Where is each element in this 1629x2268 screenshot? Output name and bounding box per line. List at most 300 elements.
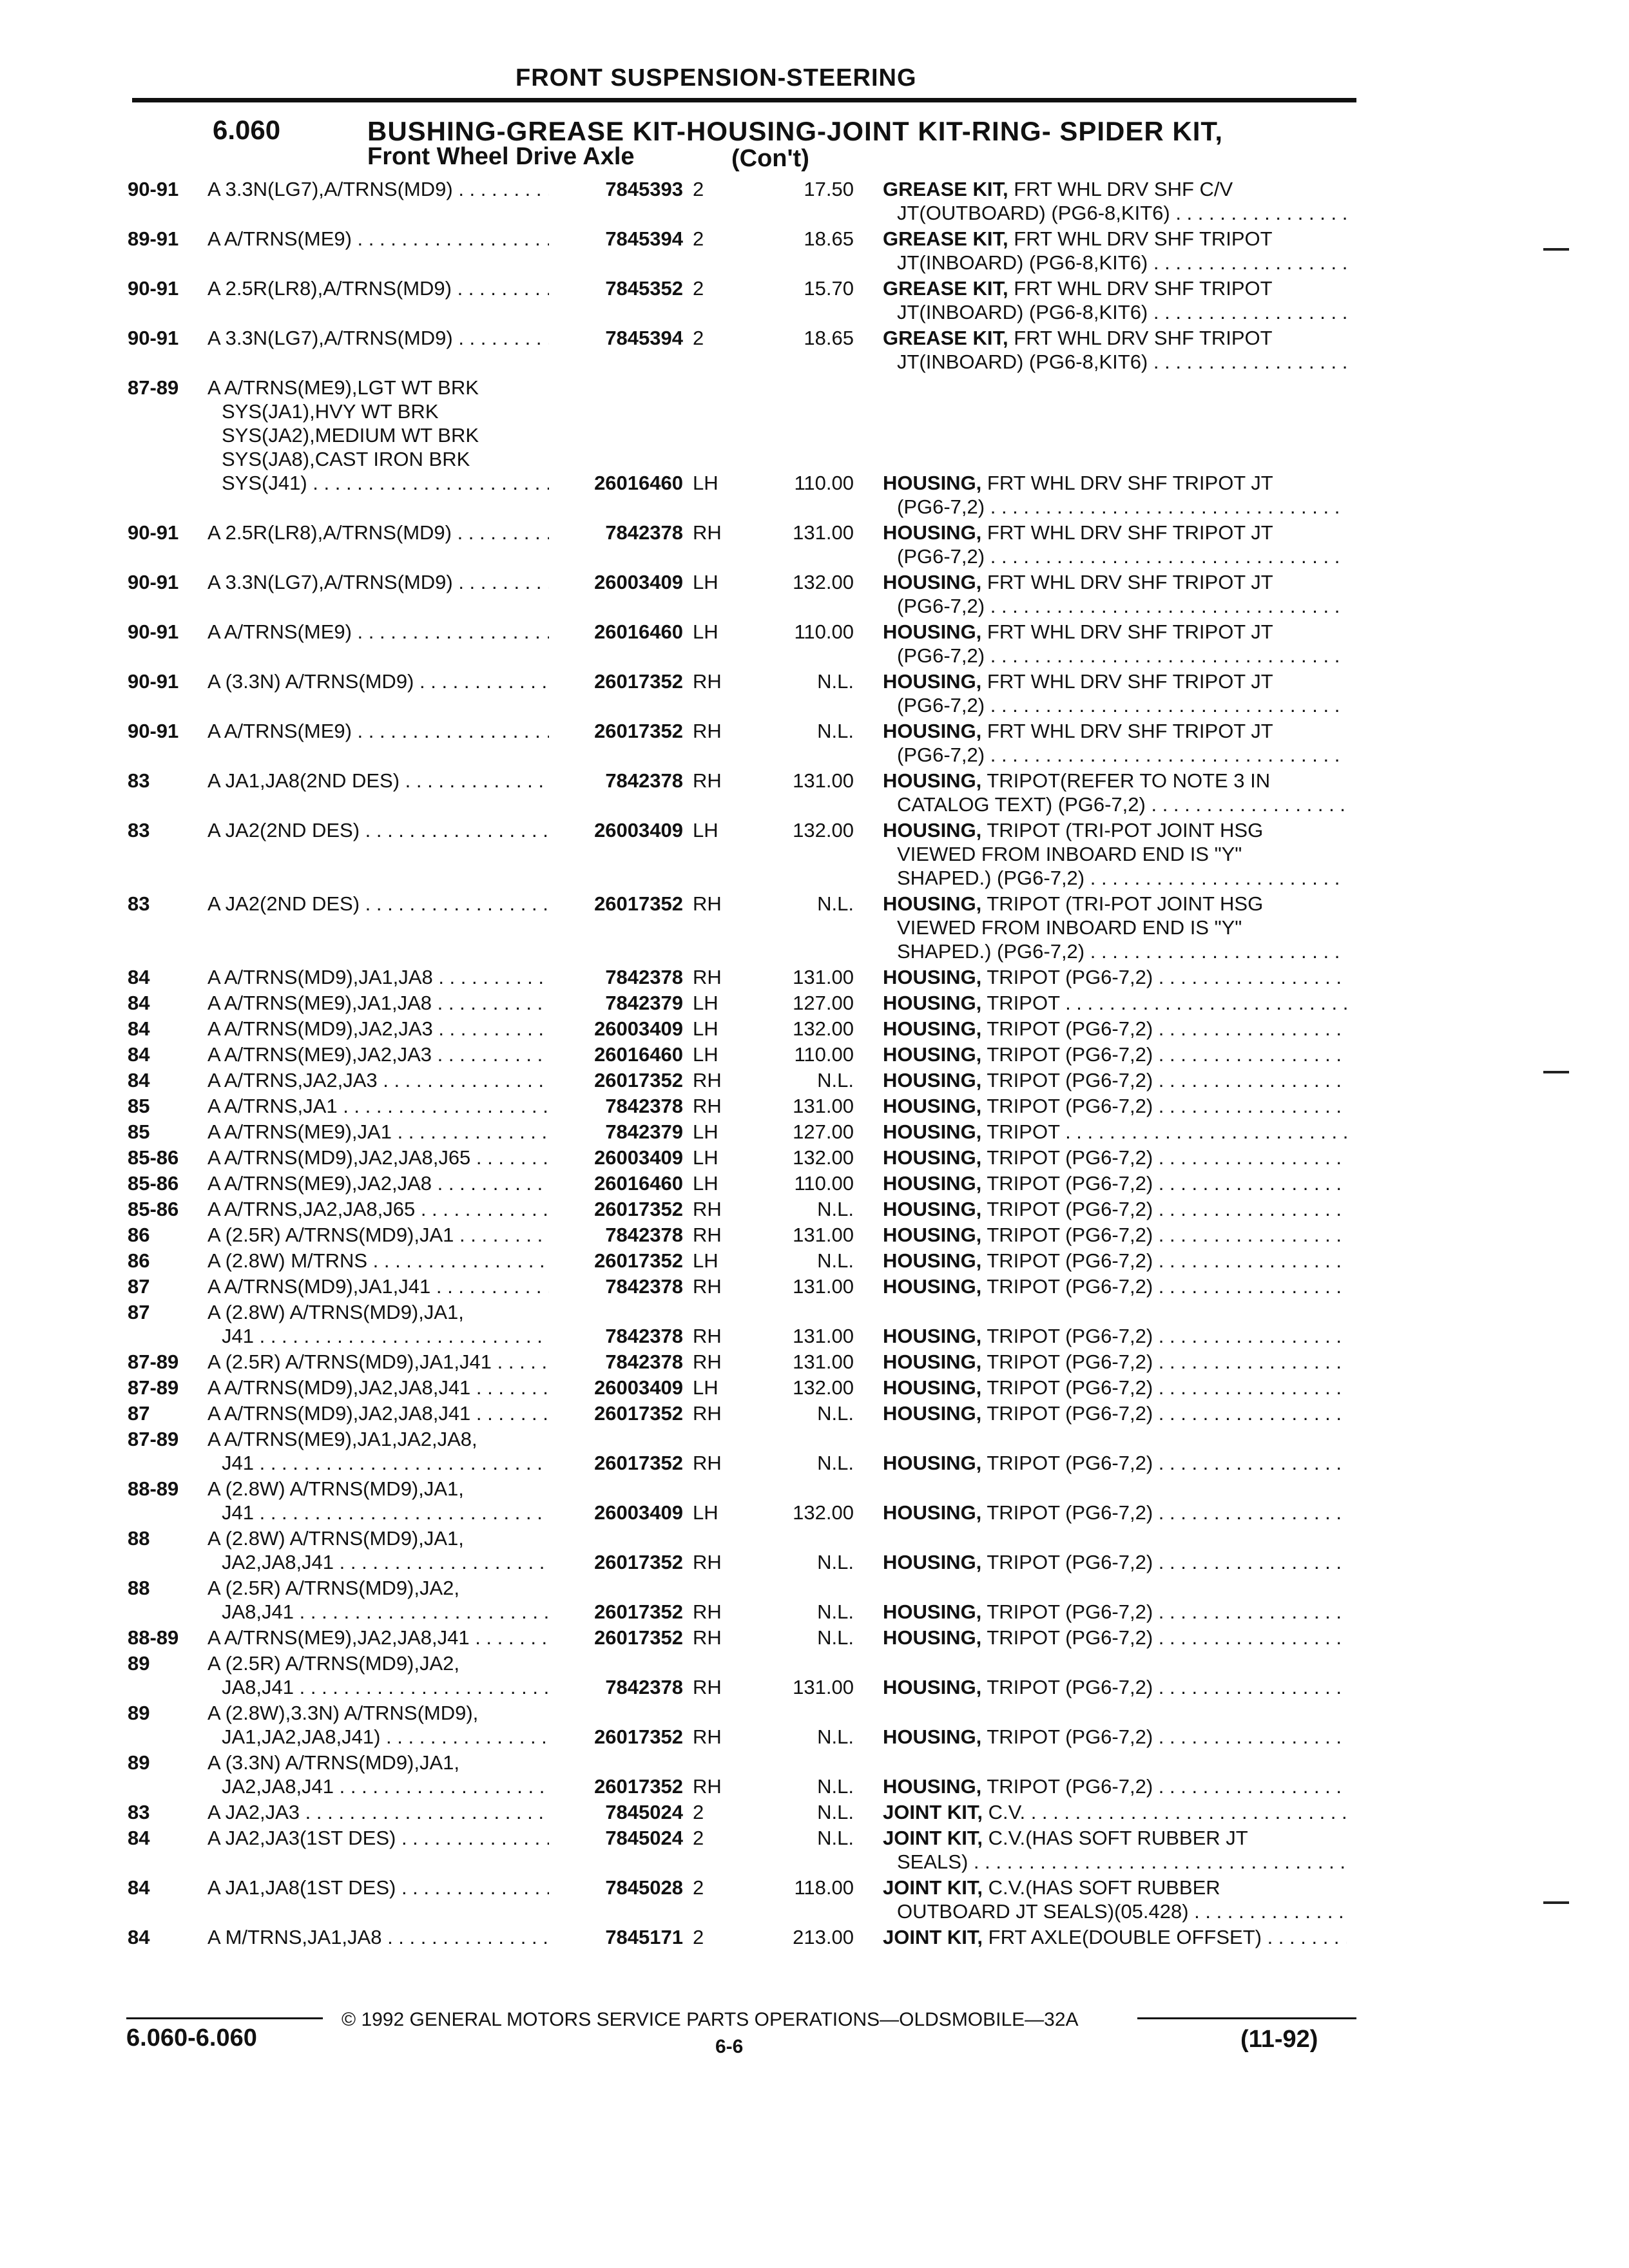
price: 131.00: [793, 1224, 854, 1246]
application: [207, 1274, 549, 1298]
table-row: [0, 1800, 1629, 1824]
price: N.L.: [817, 720, 854, 742]
table-row: [0, 1477, 1629, 1524]
model-year: 90-91: [128, 620, 179, 643]
table-row: [0, 227, 1629, 274]
application-line: A M/TRNS,JA1,JA8 . . .: [207, 1925, 549, 1949]
table-row: [0, 965, 1629, 989]
application-line: JA1,JA2,JA8,J41) . . .: [207, 1725, 549, 1749]
table-row: [0, 1300, 1629, 1348]
application: [207, 1350, 549, 1374]
description-text: TRIPOT (PG6-7,2): [987, 1626, 1153, 1649]
price: 132.00: [793, 819, 854, 841]
application: [207, 1300, 549, 1348]
page-header-title: FRONT SUSPENSION-STEERING: [516, 64, 917, 91]
part-number: 26016460: [594, 472, 683, 494]
application: [207, 1401, 549, 1425]
description-line: SHAPED.) (PG6-7,2) . . .: [883, 939, 1347, 963]
application-line: A JA1,JA8(2ND DES) . . .: [207, 769, 549, 793]
model-year: 84: [128, 992, 150, 1014]
application-line: A JA2(2ND DES) . . .: [207, 892, 549, 916]
part-keyword: GREASE KIT,: [883, 277, 1008, 300]
part-number: 7842379: [605, 992, 683, 1014]
application-line: J41 . . .: [207, 1451, 549, 1475]
description: [883, 1826, 1347, 1874]
description-line: [883, 1826, 1347, 1850]
application: [207, 1171, 549, 1195]
part-keyword: JOINT KIT,: [883, 1926, 983, 1948]
model-year: 89: [128, 1751, 150, 1774]
application-line: A (2.8W) M/TRNS . . .: [207, 1249, 549, 1273]
part-number: 7842378: [605, 966, 683, 988]
price: N.L.: [817, 1551, 854, 1573]
header-divider: [132, 98, 1356, 102]
model-year: 85-86: [128, 1146, 179, 1169]
table-row: [0, 1701, 1629, 1749]
description-line: [883, 177, 1347, 201]
application-line: A A/TRNS(MD9),JA2,JA3 . . .: [207, 1017, 549, 1041]
price: N.L.: [817, 1402, 854, 1425]
application-line: SYS(JA8),CAST IRON BRK: [222, 448, 470, 470]
model-year: 87: [128, 1402, 150, 1425]
quantity: RH: [693, 1452, 722, 1474]
part-keyword: HOUSING,: [883, 1146, 982, 1169]
part-keyword: HOUSING,: [883, 1043, 982, 1066]
section-subtitle: Front Wheel Drive Axle: [367, 143, 635, 170]
table-row: [0, 1197, 1629, 1221]
part-keyword: GREASE KIT,: [883, 327, 1008, 349]
application-line: A JA1,JA8(1ST DES) . . .: [207, 1876, 549, 1899]
table-row: [0, 1017, 1629, 1041]
application-line: A 2.5R(LR8),A/TRNS(MD9) . . .: [207, 521, 549, 544]
description-text: TRIPOT (PG6-7,2): [987, 1725, 1153, 1748]
part-keyword: HOUSING,: [883, 1402, 982, 1425]
part-number: 26017352: [594, 1600, 683, 1623]
part-number: 7845394: [605, 327, 683, 349]
part-keyword: HOUSING,: [883, 1626, 982, 1649]
description-text: TRIPOT (PG6-7,2): [987, 1017, 1153, 1040]
description-line: SEALS) . . .: [883, 1850, 1347, 1874]
description-line: OUTBOARD JT SEALS)(05.428) . . .: [883, 1899, 1347, 1923]
part-keyword: HOUSING,: [883, 1325, 982, 1347]
description-line: [883, 1146, 1347, 1169]
part-keyword: HOUSING,: [883, 1275, 982, 1298]
description: [883, 1120, 1347, 1144]
footer-date: (11-92): [1240, 2026, 1318, 2053]
model-year: 83: [128, 819, 150, 841]
application-line: SYS(J41) . . .: [207, 471, 549, 495]
part-keyword: HOUSING,: [883, 720, 982, 742]
section-number: 6.060: [213, 115, 281, 145]
application-line: A (2.5R) A/TRNS(MD9),JA2,: [207, 1652, 460, 1675]
application: [207, 1800, 549, 1824]
description-line: [883, 1401, 1347, 1425]
part-keyword: HOUSING,: [883, 1224, 982, 1246]
part-number: 26003409: [594, 819, 683, 841]
application: [207, 227, 549, 251]
part-number: 26017352: [594, 1725, 683, 1748]
description-text: TRIPOT (PG6-7,2): [987, 1775, 1153, 1798]
description-line: [883, 719, 1347, 743]
quantity: LH: [693, 1376, 718, 1399]
model-year: 87-89: [128, 376, 179, 399]
part-number: 7845024: [605, 1827, 683, 1849]
application: [207, 570, 549, 594]
price: N.L.: [817, 1600, 854, 1623]
description-line: (PG6-7,2) . . .: [883, 743, 1347, 767]
price: N.L.: [817, 1249, 854, 1272]
description: [883, 1197, 1347, 1221]
application: [207, 1197, 549, 1221]
description: [883, 177, 1347, 225]
application-line: A A/TRNS(ME9),JA2,JA3 . . .: [207, 1043, 549, 1066]
table-row: [0, 1401, 1629, 1425]
application: [207, 1701, 549, 1749]
application-line: A A/TRNS(ME9),JA2,JA8,J41 . . .: [207, 1626, 549, 1649]
price: 132.00: [793, 571, 854, 593]
price: 118.00: [794, 1876, 854, 1899]
table-row: [0, 177, 1629, 225]
part-keyword: GREASE KIT,: [883, 178, 1008, 200]
part-keyword: HOUSING,: [883, 1376, 982, 1399]
application-line: A (2.8W),3.3N) A/TRNS(MD9),: [207, 1702, 479, 1724]
price: 127.00: [793, 1120, 854, 1143]
application-line: JA8,J41 . . .: [207, 1675, 549, 1699]
description: [883, 1043, 1347, 1066]
quantity: 2: [693, 178, 704, 200]
application-line: A A/TRNS(ME9),LGT WT BRK: [207, 376, 479, 399]
section-title: BUSHING-GREASE KIT-HOUSING-JOINT KIT-RING- SPIDER KIT,: [367, 116, 1224, 146]
section-continued: (Con't): [731, 145, 809, 172]
description-text: TRIPOT (PG6-7,2): [987, 1249, 1153, 1272]
application: [207, 1751, 549, 1798]
description-line: JT(INBOARD) (PG6-8,KIT6) . . .: [883, 251, 1347, 274]
description-text: FRT WHL DRV SHF TRIPOT: [1014, 227, 1273, 250]
model-year: 90-91: [128, 521, 179, 544]
description-line: (PG6-7,2) . . .: [883, 594, 1347, 618]
quantity: 2: [693, 1926, 704, 1948]
price: 15.70: [804, 277, 854, 300]
price: 18.65: [804, 227, 854, 250]
part-number: 7845394: [605, 227, 683, 250]
model-year: 84: [128, 1043, 150, 1066]
model-year: 87: [128, 1301, 150, 1323]
description-line: [883, 1043, 1347, 1066]
description: [883, 1550, 1347, 1574]
application: [207, 769, 549, 793]
quantity: RH: [693, 1600, 722, 1623]
description-line: [883, 1376, 1347, 1399]
table-row: [0, 1826, 1629, 1874]
price: 213.00: [793, 1926, 854, 1948]
part-keyword: HOUSING,: [883, 1172, 982, 1195]
application: [207, 1477, 549, 1524]
part-keyword: HOUSING,: [883, 571, 982, 593]
application-line: A A/TRNS,JA2,JA3 . . .: [207, 1068, 549, 1092]
part-keyword: HOUSING,: [883, 819, 982, 841]
application-line: A (2.8W) A/TRNS(MD9),JA1,: [207, 1527, 464, 1550]
description-line: [883, 769, 1347, 793]
price: 131.00: [793, 1350, 854, 1373]
description-text: TRIPOT (PG6-7,2): [987, 1402, 1153, 1425]
part-keyword: GREASE KIT,: [883, 227, 1008, 250]
application-line: A A/TRNS(ME9),JA1,JA8 . . .: [207, 991, 549, 1015]
table-row: [0, 1626, 1629, 1649]
model-year: 87-89: [128, 1350, 179, 1373]
quantity: 2: [693, 277, 704, 300]
application: [207, 1223, 549, 1247]
part-keyword: HOUSING,: [883, 620, 982, 643]
quantity: LH: [693, 1120, 718, 1143]
description-text: TRIPOT (TRI-POT JOINT HSG: [987, 892, 1264, 915]
model-year: 84: [128, 1017, 150, 1040]
model-year: 84: [128, 966, 150, 988]
price: 17.50: [804, 178, 854, 200]
model-year: 86: [128, 1224, 150, 1246]
application: [207, 1376, 549, 1399]
part-keyword: HOUSING,: [883, 1725, 982, 1748]
part-number: 7845028: [605, 1876, 683, 1899]
quantity: LH: [693, 1172, 718, 1195]
application: [207, 1017, 549, 1041]
application: [207, 669, 549, 693]
table-row: [0, 1350, 1629, 1374]
description-text: FRT WHL DRV SHF C/V: [1014, 178, 1233, 200]
description-text: C.V.(HAS SOFT RUBBER JT: [988, 1827, 1248, 1849]
description-line: [883, 1451, 1347, 1475]
model-year: 89: [128, 1652, 150, 1675]
price: 110.00: [794, 1043, 854, 1066]
quantity: RH: [693, 1725, 722, 1748]
model-year: 85-86: [128, 1172, 179, 1195]
part-number: 26003409: [594, 1146, 683, 1169]
table-row: [0, 991, 1629, 1015]
description-line: (PG6-7,2) . . .: [883, 693, 1347, 717]
description: [883, 1376, 1347, 1399]
application-line: SYS(JA2),MEDIUM WT BRK: [222, 424, 479, 447]
table-row: [0, 1249, 1629, 1273]
application-line: A 3.3N(LG7),A/TRNS(MD9) . . .: [207, 570, 549, 594]
description: [883, 1401, 1347, 1425]
quantity: LH: [693, 1146, 718, 1169]
application-line: A (3.3N) A/TRNS(MD9),JA1,: [207, 1751, 460, 1774]
quantity: RH: [693, 892, 722, 915]
description: [883, 965, 1347, 989]
quantity: RH: [693, 1224, 722, 1246]
quantity: RH: [693, 1069, 722, 1091]
description-line: [883, 1725, 1347, 1749]
model-year: 88: [128, 1577, 150, 1599]
part-number: 7845024: [605, 1801, 683, 1823]
description-line: [883, 1120, 1347, 1144]
application: [207, 892, 549, 916]
description-text: FRT WHL DRV SHF TRIPOT JT: [987, 670, 1273, 693]
price: 127.00: [793, 992, 854, 1014]
quantity: RH: [693, 670, 722, 693]
description: [883, 1800, 1347, 1824]
part-keyword: HOUSING,: [883, 1120, 982, 1143]
part-number: 26017352: [594, 670, 683, 693]
model-year: 90-91: [128, 178, 179, 200]
part-number: 7842378: [605, 1676, 683, 1698]
part-number: 26017352: [594, 892, 683, 915]
application-line: A (3.3N) A/TRNS(MD9) . . .: [207, 669, 549, 693]
description: [883, 669, 1347, 717]
quantity: RH: [693, 1325, 722, 1347]
description-line: [883, 1550, 1347, 1574]
table-row: [0, 1651, 1629, 1699]
description-line: [883, 1800, 1347, 1824]
application-line: A A/TRNS(MD9),JA1,JA8 . . .: [207, 965, 549, 989]
part-number: 7842378: [605, 1275, 683, 1298]
application: [207, 177, 549, 201]
quantity: RH: [693, 1551, 722, 1573]
description-text: TRIPOT (PG6-7,2): [987, 1501, 1153, 1524]
part-number: 26017352: [594, 1551, 683, 1573]
description-line: [883, 570, 1347, 594]
description: [883, 1600, 1347, 1624]
application-line: JA8,J41 . . .: [207, 1600, 549, 1624]
table-row: [0, 1223, 1629, 1247]
application-line: A A/TRNS(MD9),JA2,JA8,J41 . . .: [207, 1401, 549, 1425]
model-year: 84: [128, 1926, 150, 1948]
description: [883, 1350, 1347, 1374]
model-year: 84: [128, 1876, 150, 1899]
part-number: 7842378: [605, 1325, 683, 1347]
description-line: SHAPED.) (PG6-7,2) . . .: [883, 866, 1347, 890]
quantity: LH: [693, 819, 718, 841]
part-number: 26017352: [594, 1402, 683, 1425]
table-row: [0, 1068, 1629, 1092]
quantity: RH: [693, 720, 722, 742]
part-number: 26017352: [594, 1198, 683, 1220]
application-line: A (2.8W) A/TRNS(MD9),JA1,: [207, 1301, 464, 1323]
quantity: LH: [693, 472, 718, 494]
description-line: VIEWED FROM INBOARD END IS "Y": [897, 843, 1242, 865]
description: [883, 1451, 1347, 1475]
part-keyword: HOUSING,: [883, 472, 982, 494]
description-text: TRIPOT (PG6-7,2): [987, 1676, 1153, 1698]
description: [883, 1094, 1347, 1118]
table-row: [0, 276, 1629, 324]
description: [883, 892, 1347, 963]
part-number: 7842378: [605, 769, 683, 792]
application: [207, 326, 549, 350]
model-year: 88: [128, 1527, 150, 1550]
table-row: [0, 1120, 1629, 1144]
table-row: [0, 1526, 1629, 1574]
application: [207, 276, 549, 300]
application-line: A A/TRNS(ME9) . . .: [207, 620, 549, 644]
part-keyword: HOUSING,: [883, 992, 982, 1014]
price: N.L.: [817, 670, 854, 693]
description-line: [883, 620, 1347, 644]
description-line: [883, 1249, 1347, 1273]
application: [207, 1146, 549, 1169]
description-line: [883, 1324, 1347, 1348]
description-text: TRIPOT (PG6-7,2): [987, 1095, 1153, 1117]
price: 18.65: [804, 327, 854, 349]
table-row: [0, 1146, 1629, 1169]
quantity: RH: [693, 1402, 722, 1425]
description-text: TRIPOT: [987, 1120, 1060, 1143]
part-keyword: HOUSING,: [883, 670, 982, 693]
part-number: 7845171: [605, 1926, 683, 1948]
description: [883, 1068, 1347, 1092]
part-keyword: HOUSING,: [883, 1198, 982, 1220]
description-line: CATALOG TEXT) (PG6-7,2) . . .: [883, 793, 1347, 816]
description-text: FRT WHL DRV SHF TRIPOT JT: [987, 521, 1273, 544]
description: [883, 1171, 1347, 1195]
application-line: A (2.5R) A/TRNS(MD9),JA1,J41 . . .: [207, 1350, 549, 1374]
table-row: [0, 669, 1629, 717]
description: [883, 1725, 1347, 1749]
price: N.L.: [817, 1452, 854, 1474]
description: [883, 227, 1347, 274]
application: [207, 1120, 549, 1144]
application-line: A JA2,JA3(1ST DES) . . .: [207, 1826, 549, 1850]
description: [883, 1675, 1347, 1699]
model-year: 88-89: [128, 1477, 179, 1500]
application: [207, 965, 549, 989]
description-line: [883, 965, 1347, 989]
part-keyword: HOUSING,: [883, 1350, 982, 1373]
table-row: [0, 1043, 1629, 1066]
application: [207, 620, 549, 644]
application-line: A 3.3N(LG7),A/TRNS(MD9) . . .: [207, 326, 549, 350]
application-line: A A/TRNS(ME9) . . .: [207, 227, 549, 251]
description-line: [883, 1068, 1347, 1092]
description-line: (PG6-7,2) . . .: [883, 644, 1347, 668]
table-row: [0, 1171, 1629, 1195]
part-keyword: HOUSING,: [883, 892, 982, 915]
part-number: 26017352: [594, 1626, 683, 1649]
part-number: 26003409: [594, 1376, 683, 1399]
application: [207, 719, 549, 743]
table-row: [0, 719, 1629, 767]
table-row: [0, 521, 1629, 568]
application: [207, 818, 549, 842]
quantity: RH: [693, 1198, 722, 1220]
price: N.L.: [817, 1725, 854, 1748]
part-number: 7842378: [605, 521, 683, 544]
application-line: A A/TRNS,JA1 . . .: [207, 1094, 549, 1118]
application: [207, 1651, 549, 1699]
table-row: [0, 892, 1629, 963]
description-line: [883, 326, 1347, 350]
part-number: 26003409: [594, 1501, 683, 1524]
table-row: [0, 769, 1629, 816]
description-line: [883, 818, 1347, 842]
description: [883, 570, 1347, 618]
description: [883, 1626, 1347, 1649]
part-number: 7845352: [605, 277, 683, 300]
description-line: [883, 1274, 1347, 1298]
quantity: RH: [693, 1275, 722, 1298]
price: 132.00: [793, 1501, 854, 1524]
model-year: 86: [128, 1249, 150, 1272]
model-year: 87-89: [128, 1428, 179, 1450]
application-line: JA2,JA8,J41 . . .: [207, 1550, 549, 1574]
quantity: LH: [693, 992, 718, 1014]
description-line: [883, 521, 1347, 544]
price: 131.00: [793, 1275, 854, 1298]
table-row: [0, 1925, 1629, 1949]
application-line: A 2.5R(LR8),A/TRNS(MD9) . . .: [207, 276, 549, 300]
part-number: 7842378: [605, 1350, 683, 1373]
model-year: 90-91: [128, 720, 179, 742]
model-year: 83: [128, 1801, 150, 1823]
